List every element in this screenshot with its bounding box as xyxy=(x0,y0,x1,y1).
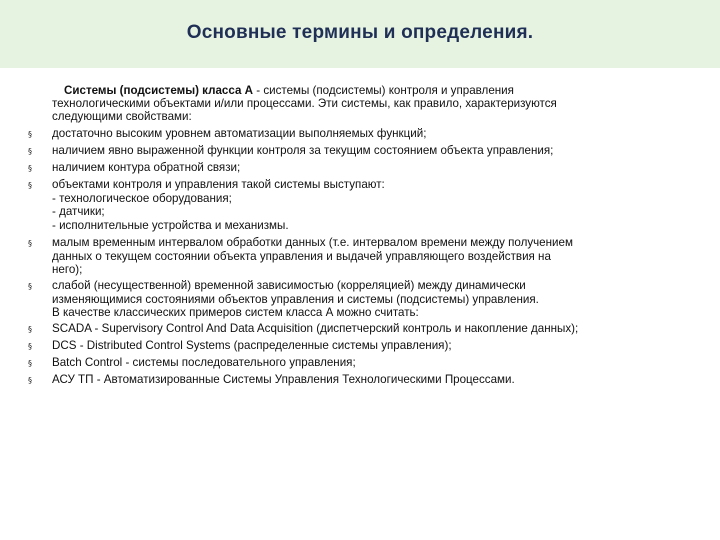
bullet-marker: § xyxy=(28,164,32,173)
term-heading: Системы (подсистемы) класса А xyxy=(64,84,254,97)
bullet-marker: § xyxy=(28,359,32,368)
list-item-line: - технологическое оборудования; xyxy=(52,191,232,205)
intro-text: - системы (подсистемы) контроля и управления xyxy=(253,84,514,97)
list-item-line: изменяющимися состояниями объектов управления и системы (подсистемы) управления. xyxy=(52,292,539,306)
list-item-line: - исполнительные устройства и механизмы. xyxy=(52,218,289,232)
bullet-marker: § xyxy=(28,325,32,334)
bullet-marker: § xyxy=(28,342,32,351)
intro-line-2: технологическими объектами и/или процессами. Эти системы, как правило, характеризуются xyxy=(52,97,557,110)
bullet-marker: § xyxy=(28,147,32,156)
bullet-marker: § xyxy=(28,239,32,248)
page-title: Основные термины и определения. xyxy=(186,22,534,43)
bullet-marker: § xyxy=(28,282,32,291)
list-item-line: наличием явно выраженной функции контроля за текущим состоянием объекта управления; xyxy=(52,144,554,157)
list-item-line: малым временным интервалом обработки данных (т.е. интервалом времени между получением xyxy=(52,236,573,249)
list-item-line: достаточно высоким уровнем автоматизации выполняемых функций; xyxy=(52,127,427,140)
list-item-line: объектами контроля и управления такой системы выступают: xyxy=(52,178,385,191)
bullet-marker: § xyxy=(28,130,32,139)
list-item-line: - датчики; xyxy=(52,205,105,219)
list-item-line: SCADA - Supervisory Control And Data Acquisition (диспетчерский контроль и накопление данных); xyxy=(52,322,579,335)
intro-line-1 xyxy=(64,84,514,97)
list-item-line: АСУ ТП - Автоматизированные Системы Управления Технологическими Процессами. xyxy=(52,373,515,386)
list-item-line: данных о текущем состоянии объекта управления и выдачей управляющего воздействия на xyxy=(52,249,551,263)
list-item-line: наличием контура обратной связи; xyxy=(52,161,241,174)
list-item-line: DCS - Distributed Control Systems (распределенные системы управления); xyxy=(52,339,452,352)
list-item-line: него); xyxy=(52,263,83,277)
list-item-line: Batch Control - системы последовательного управления; xyxy=(52,356,356,369)
intro-line-3: следующими свойствами: xyxy=(52,110,192,123)
bullet-marker: § xyxy=(28,181,32,190)
bullet-marker: § xyxy=(28,376,32,385)
list-item-line: В качестве классических примеров систем класса А можно считать: xyxy=(52,306,419,320)
list-item-line: слабой (несущественной) временной зависимостью (корреляцией) между динамически xyxy=(52,279,526,292)
